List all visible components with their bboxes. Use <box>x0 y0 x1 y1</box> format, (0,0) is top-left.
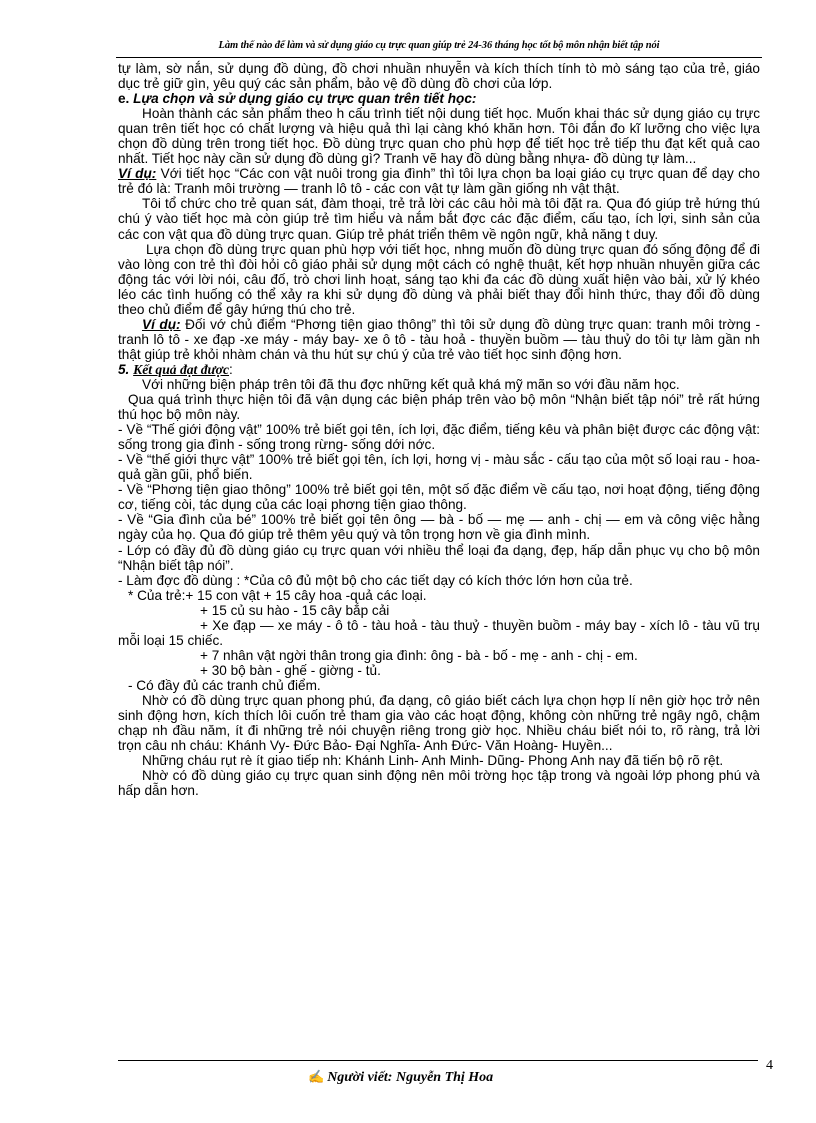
list-item: - Làm đợc đồ dùng : *Của cô đủ một bộ cho các tiết dạy có kích thớc lớn hơn của trẻ. <box>118 572 633 588</box>
list-item: * Của trẻ:+ 15 con vật + 15 cây hoa -quả các loại. <box>128 587 427 603</box>
author-line: Người viết: Nguyễn Thị Hoa <box>327 1070 494 1085</box>
example-paragraph <box>118 166 760 196</box>
page-header: Làm thế nào để làm và sử dụng giáo cụ trực quan giúp trẻ 24-36 tháng học tốt bộ môn nhận biết tập nói <box>218 40 660 51</box>
heading-colon: : <box>229 361 233 377</box>
pen-icon: ✍ <box>308 1069 325 1084</box>
heading-text: Kết quả đạt được <box>133 361 229 377</box>
document-body <box>118 61 760 798</box>
page-footer <box>308 1069 493 1086</box>
list-item: - Về “Phơng tiện giao thông” 100% trẻ biết gọi tên, một số đặc điểm về cấu tạo, nơi hoạt động, tiếng động cơ, tiếng còi, tác dụng của các loại phơng tiện giao thông. <box>118 482 760 513</box>
footer-divider <box>118 1060 758 1061</box>
example-label: Ví dụ: <box>142 316 181 332</box>
paragraph: Nhờ có đồ dùng giáo cụ trực quan sinh động nên môi trờng học tập trong và ngoài lớp phong phú và hấp dẫn hơn. <box>118 768 760 799</box>
list-item: - Về “thế giới thực vật” 100% trẻ biết gọi tên, ích lợi, hơng vị - màu sắc - cấu tạo của một số loại rau - hoa- quả gần gũi, phổ biến. <box>118 452 760 483</box>
example-text: Với tiết học “Các con vật nuôi trong gia đình” thì tôi lựa chọn ba loại giáo cụ trực quan để dạy cho trẻ đó là: Tranh môi trường — tranh lô tô - các con vật tự làm gần giống nh vật thật. <box>118 166 760 197</box>
heading-number: e. <box>118 91 130 107</box>
example-paragraph <box>118 317 760 362</box>
paragraph: Với những biện pháp trên tôi đã thu đợc những kết quả khá mỹ mãn so với đầu năm học. <box>142 376 680 392</box>
section-heading-5 <box>118 362 760 377</box>
example-text: Đối vớ chủ điểm “Phơng tiện giao thông” thì tôi sử dụng đồ dùng trực quan: tranh môi trờng - tranh lô tô - xe đạp -xe máy - máy bay- xe ô tô - tàu hoả - thuyền buồm — tàu thuỷ do tôi tự làm gần nh thật giúp trẻ khỏi nhàm chán và thu hút sự chú ý của trẻ vào tiết học sinh động hơn. <box>118 316 760 362</box>
paragraph: Nhờ có đồ dùng trực quan phong phú, đa dạng, cô giáo biết cách lựa chọn hợp lí nên giờ học trở nên sinh động hơn, kích thích lôi cuốn trẻ tham gia vào các hoạt động, không còn những trẻ ngây ngô, chậm chạp nh đầu năm, ít đi những trẻ nói chuyện riêng trong giờ học. Nhiều cháu biết nói to, rõ ràng, trả lời trọn câu nh cháu: Khánh Vy- Đức Bảo- Đại Nghĩa- Anh Đức- Văn Hoàng- Huyền... <box>118 692 760 754</box>
list-item: + 30 bộ bàn - ghế - giờng - tủ. <box>200 662 381 678</box>
heading-number: 5. <box>118 361 130 377</box>
paragraph: Hoàn thành các sản phẩm theo h cấu trình tiết nội dung tiết học. Muốn khai thác sử dụng giáo cụ trực quan trên tiết học có chất lượng và hiệu quả thì lại càng khó khăn hơn. Tôi đắn đo kĩ lưỡng cho việc lựa chọn đồ dùng trên trong tiết học. Đồ dùng trực quan cho phù hợp để tiết học trẻ tiếp thu đạt kết quả cao nhất. Tiết học này cần sử dụng đồ dùng gì? Tranh vẽ hay đồ dùng bằng nhựa- đồ dùng tự làm... <box>118 106 760 167</box>
paragraph: Qua quá trình thực hiện tôi đã vận dụng các biện pháp trên vào bộ môn “Nhận biết tập nói” trẻ rất hứng thú học bộ môn này. <box>118 392 760 423</box>
example-label: Ví dụ: <box>118 166 157 182</box>
paragraph: tự làm, sờ nắn, sử dụng đồ dùng, đồ chơi nhuần nhuyễn và kích thích tính tò mò sáng tạo của trẻ, giáo dục trẻ giữ gìn, yêu quý các sản phẩm, bảo vệ đồ dùng đồ chơi của lớp. <box>118 61 760 92</box>
page-number: 4 <box>766 1058 773 1073</box>
paragraph: Lựa chọn đồ dùng trực quan phù hợp với tiết học, nhng muốn đồ dùng trực quan đó sống động để đi vào lòng con trẻ thì đòi hỏi cô giáo phải sử dụng một cách có nghệ thuật, kết hợp nhuần nhuyễn giữa các động tác với lời nói, câu đố, trò chơi linh hoạt, sáng tạo khi đa các đồ dùng xuất hiện vào bài, xử lý khéo léo các tình huống có thể xảy ra khi sử dụng đồ dùng và phải biết thay đổi hình thức, thay đổi đồ dùng theo chủ điểm để gây hứng thú cho trẻ. <box>118 241 760 317</box>
list-item: - Về “Thế giới động vật” 100% trẻ biết gọi tên, ích lợi, đặc điểm, tiếng kêu và phân biệt được các động vật: sống trong gia đình - sống trong rừng- sống dới nớc. <box>118 422 760 453</box>
list-item: - Về “Gia đình của bé” 100% trẻ biết gọi tên ông — bà - bố — mẹ — anh - chị — em và công việc hằng ngày của họ. Qua đó giúp trẻ thêm yêu quý và tôn trọng hơn về gia đình mình. <box>118 512 760 543</box>
list-item: + 15 củ su hào - 15 cây bắp cải <box>200 602 390 618</box>
header-divider <box>116 57 762 58</box>
list-item: - Lớp có đầy đủ đồ dùng giáo cụ trực quan với nhiều thể loại đa dạng, đẹp, hấp dẫn phục vụ cho bộ môn “Nhận biết tập nói”. <box>118 542 760 573</box>
paragraph: Những cháu rụt rè ít giao tiếp nh: Khánh Linh- Anh Minh- Dũng- Phong Anh nay đã tiến bộ rõ rệt. <box>142 753 724 769</box>
heading-text: Lựa chọn và sử dụng giáo cụ trực quan trên tiết học: <box>133 91 477 107</box>
section-heading-e <box>118 91 760 106</box>
paragraph: Tôi tổ chức cho trẻ quan sát, đàm thoại, trẻ trả lời các câu hỏi mà tôi đặt ra. Qua đó giúp trẻ hứng thú chú ý vào tiết học mà còn giúp trẻ tìm hiểu và nắm bắt đợc các đặc điểm, cấu tạo, ích lợi, sinh sản của các con vật qua đồ dùng trực quan. Giúp trẻ phát triển thêm về ngôn ngữ, khả năng t duy. <box>118 196 760 242</box>
list-item: - Có đầy đủ các tranh chủ điểm. <box>128 677 321 693</box>
list-item: + 7 nhân vật ngời thân trong gia đình: ông - bà - bố - mẹ - anh - chị - em. <box>200 647 638 663</box>
list-item: + Xe đạp — xe máy - ô tô - tàu hoả - tàu thuỷ - thuyền buồm - máy bay - xích lô - tàu vũ trụ mỗi loại 15 chiếc. <box>118 617 760 648</box>
